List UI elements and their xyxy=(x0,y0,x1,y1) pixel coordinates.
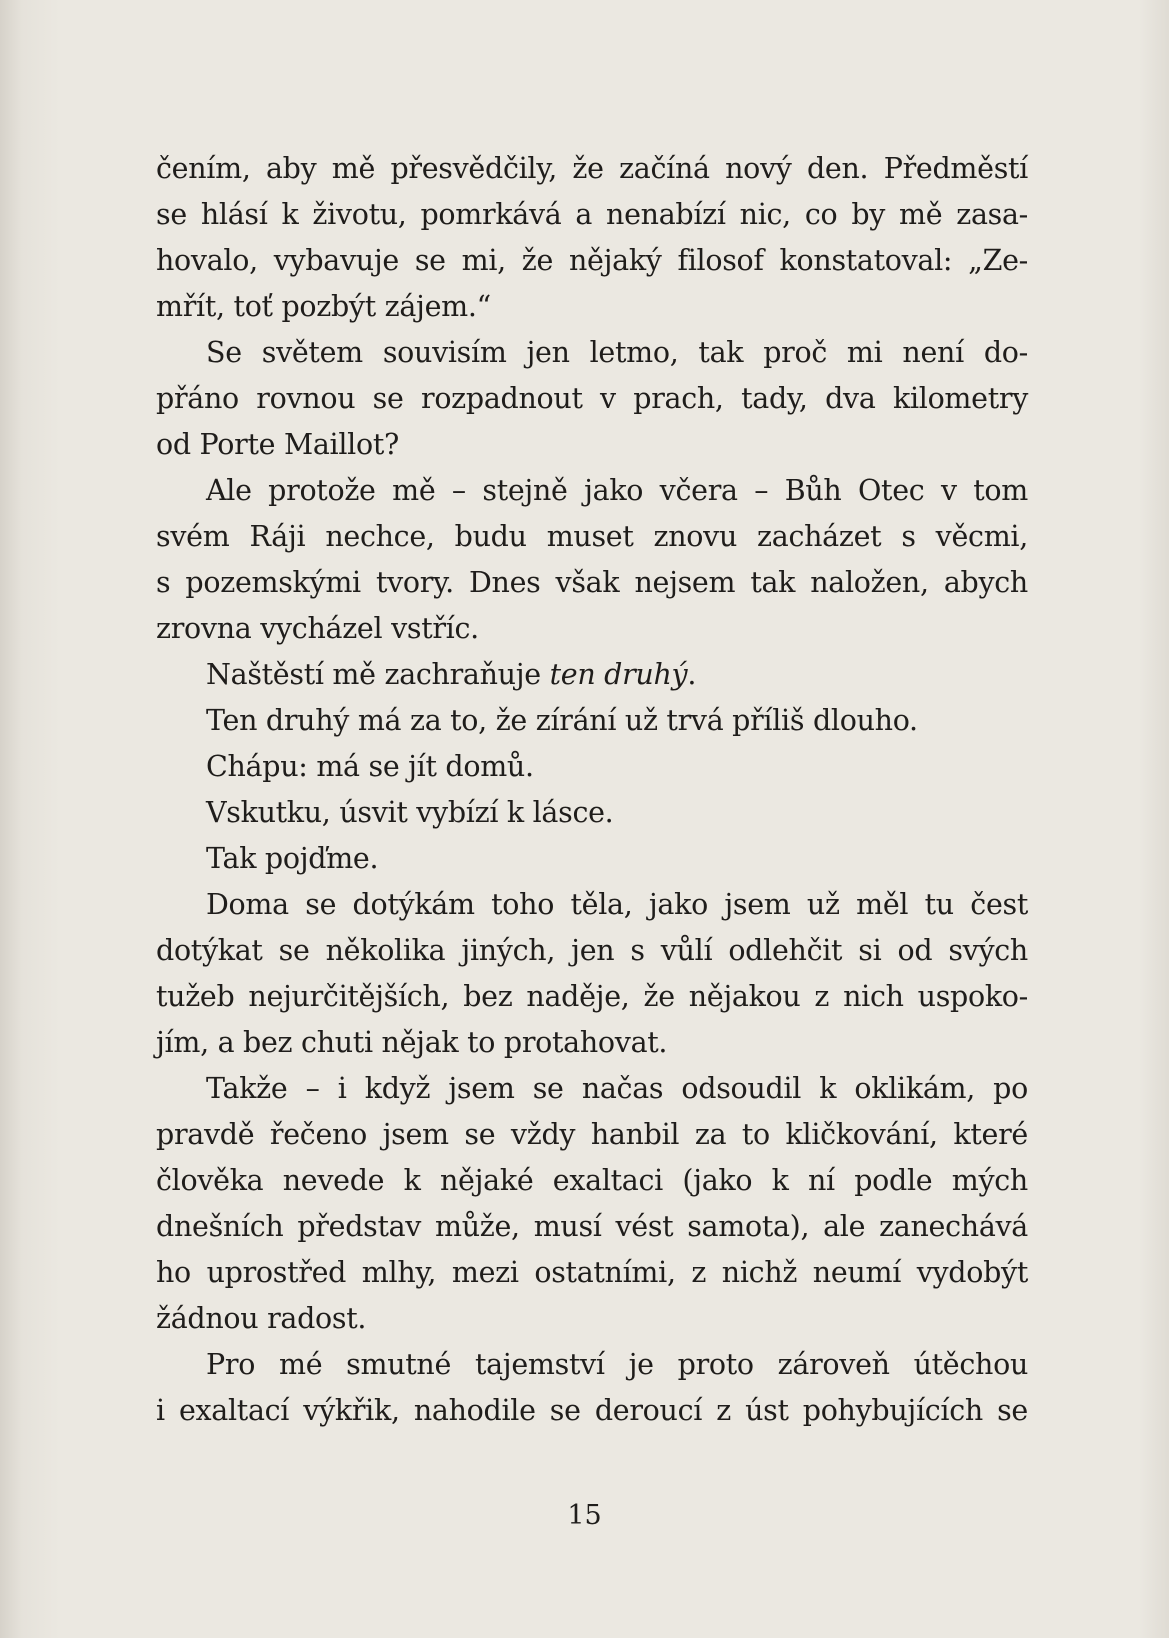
text-line: zrovna vycházel vstříc. xyxy=(156,612,479,645)
text-line: Doma se dotýkám toho těla, jako jsem už měl tu čest xyxy=(206,888,1028,921)
page-number: 15 xyxy=(567,1500,602,1531)
text-line: jím, a bez chuti nějak to protahovat. xyxy=(156,1026,668,1059)
text-line: se hlásí k životu, pomrkává a nenabízí nic, co by mě zasa- xyxy=(156,198,1028,231)
text-line: přáno rovnou se rozpadnout v prach, tady, dva kilometry xyxy=(156,382,1028,415)
text-line: pravdě řečeno jsem se vždy hanbil za to kličkování, které xyxy=(156,1118,1028,1151)
text-line: Takže – i když jsem se načas odsoudil k oklikám, po xyxy=(206,1072,1028,1105)
text-line: i exaltací výkřik, nahodile se deroucí z úst pohybujících se xyxy=(156,1394,1028,1427)
text-line: čením, aby mě přesvědčily, že začíná nový den. Předměstí xyxy=(156,152,1028,185)
text-line: žádnou radost. xyxy=(156,1302,367,1335)
text-line: Vskutku, úsvit vybízí k lásce. xyxy=(206,796,614,829)
text-line: tužeb nejurčitějších, bez naděje, že nějakou z nich uspoko- xyxy=(156,980,1028,1013)
text-line: Chápu: má se jít domů. xyxy=(206,750,534,783)
text-line: Naštěstí mě zachraňuje ten druhý. xyxy=(206,658,697,691)
text-line: Tak pojďme. xyxy=(206,842,379,875)
text-line: ho uprostřed mlhy, mezi ostatními, z nichž neumí vydobýt xyxy=(156,1256,1028,1289)
emphasized-text: ten druhý xyxy=(549,658,688,691)
text-line: svém Ráji nechce, budu muset znovu zacházet s věcmi, xyxy=(156,520,1028,553)
text-line: člověka nevede k nějaké exaltaci (jako k ní podle mých xyxy=(156,1164,1028,1197)
text-line: Pro mé smutné tajemství je proto zároveň útěchou xyxy=(206,1348,1028,1381)
body-text xyxy=(156,146,1028,1434)
text-line: Ten druhý má za to, že zírání už trvá příliš dlouho. xyxy=(206,704,918,737)
text-line: mřít, toť pozbýt zájem.“ xyxy=(156,290,491,323)
text-line: dnešních představ může, musí vést samota), ale zanechává xyxy=(156,1210,1028,1243)
text-line: s pozemskými tvory. Dnes však nejsem tak naložen, abych xyxy=(156,566,1028,599)
text-line: Ale protože mě – stejně jako včera – Bůh Otec v tom xyxy=(206,474,1028,507)
text-line: hovalo, vybavuje se mi, že nějaký filosof konstatoval: „Ze- xyxy=(156,244,1028,277)
text-line: od Porte Maillot? xyxy=(156,428,399,461)
text-line: dotýkat se několika jiných, jen s vůlí odlehčit si od svých xyxy=(156,934,1028,967)
text-line: Se světem souvisím jen letmo, tak proč mi není do- xyxy=(206,336,1028,369)
